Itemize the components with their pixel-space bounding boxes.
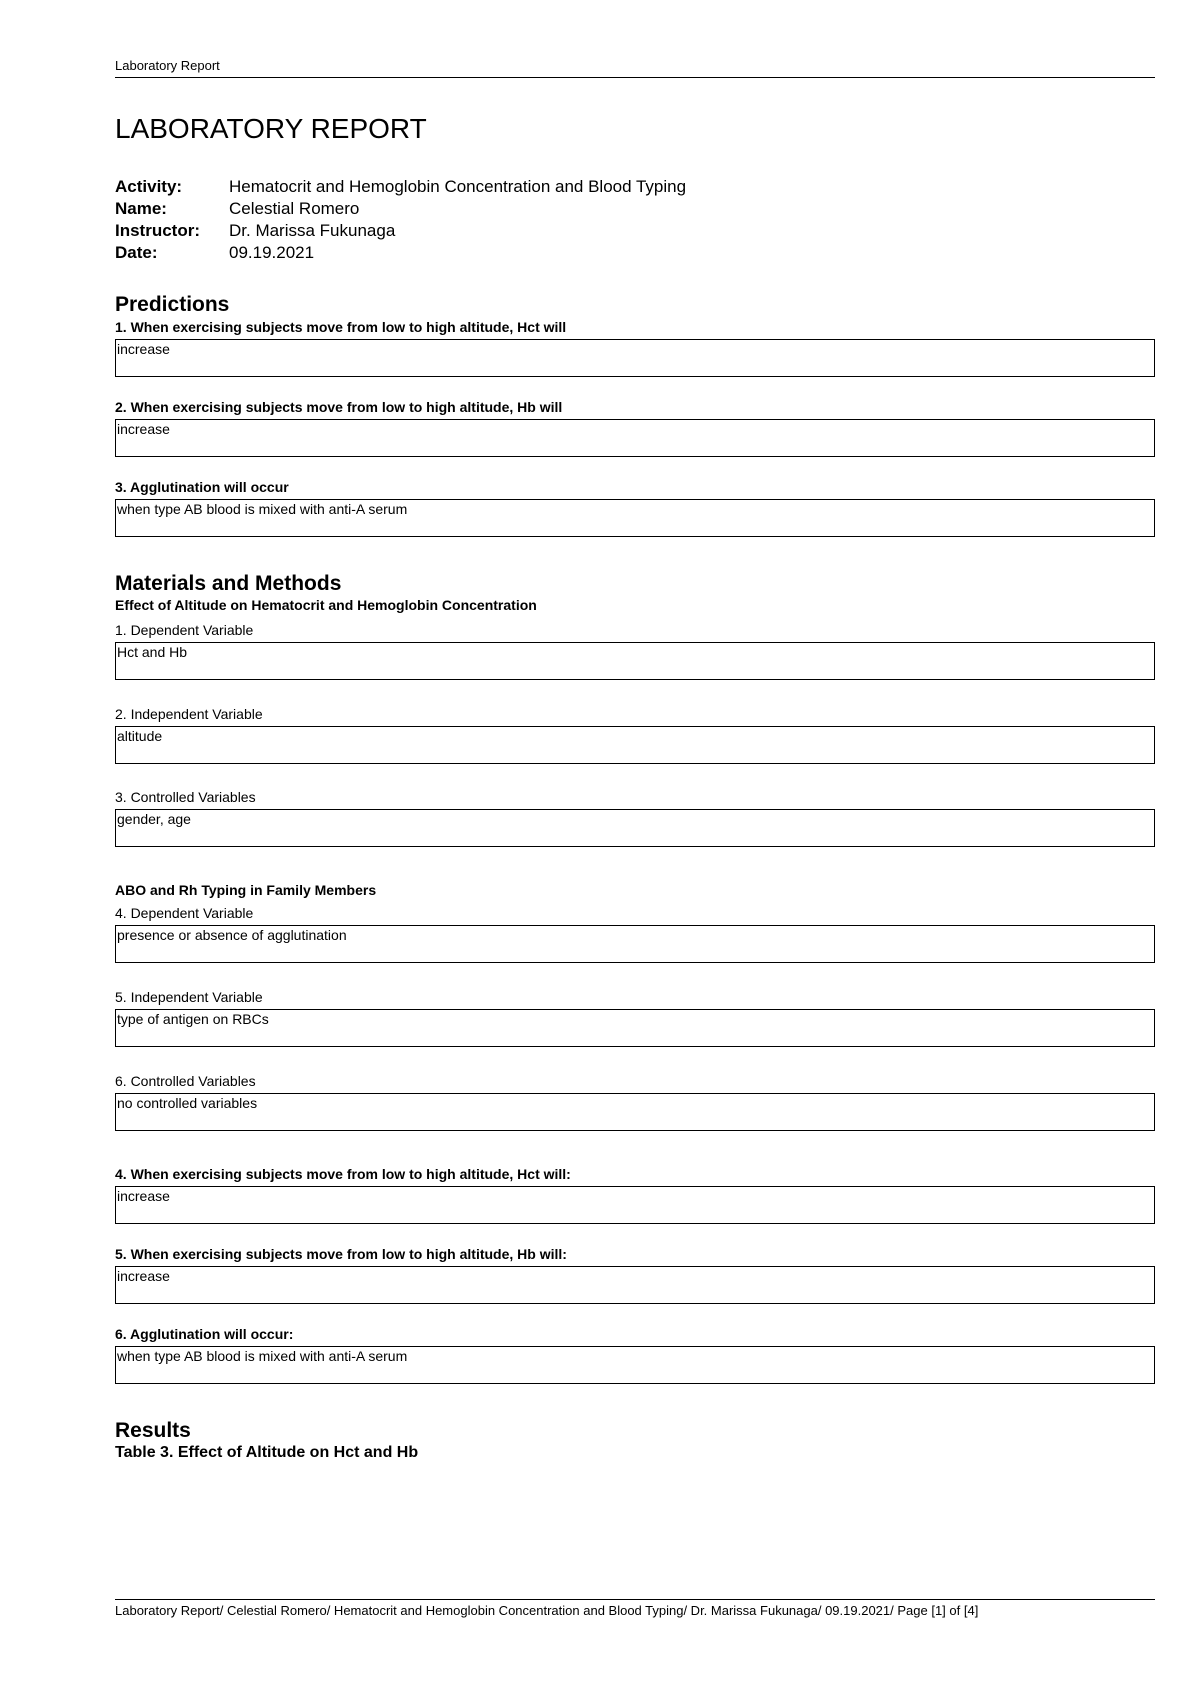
restated-prediction-5 xyxy=(115,1245,1155,1304)
header-rule xyxy=(115,77,1155,78)
results-table-title: Table 3. Effect of Altitude on Hct and Hb xyxy=(115,1444,419,1461)
abo-subheading: ABO and Rh Typing in Family Members xyxy=(115,882,377,898)
restated-answer-field[interactable]: increase xyxy=(115,1186,1155,1224)
restated-answer-field[interactable]: increase xyxy=(115,1266,1155,1304)
meta-value: Celestial Romero xyxy=(229,199,360,218)
materials-heading: Materials and Methods xyxy=(115,572,342,595)
meta-key: Instructor: xyxy=(115,221,200,240)
prediction-question: 3. Agglutination will occur xyxy=(115,479,289,495)
meta-row-activity xyxy=(115,176,686,198)
variable-question: 1. Dependent Variable xyxy=(115,622,254,638)
variable-answer-field[interactable]: type of antigen on RBCs xyxy=(115,1009,1155,1047)
meta-key: Name: xyxy=(115,199,167,218)
meta-row-date xyxy=(115,242,686,264)
restated-prediction-4 xyxy=(115,1165,1155,1224)
prediction-2 xyxy=(115,398,1155,457)
variable-answer-field[interactable]: altitude xyxy=(115,726,1155,764)
results-section xyxy=(115,1419,1155,1463)
meta-key: Date: xyxy=(115,243,158,262)
prediction-question: 1. When exercising subjects move from low to high altitude, Hct will xyxy=(115,319,567,335)
prediction-3 xyxy=(115,478,1155,537)
results-heading: Results xyxy=(115,1419,191,1442)
footer-rule xyxy=(115,1599,1155,1600)
meta-row-instructor xyxy=(115,220,686,242)
document-title: LABORATORY REPORT xyxy=(115,113,427,144)
restated-answer-field[interactable]: when type AB blood is mixed with anti-A serum xyxy=(115,1346,1155,1384)
materials-section xyxy=(115,572,1155,614)
variable-4 xyxy=(115,904,1155,963)
page-footer: Laboratory Report/ Celestial Romero/ Hematocrit and Hemoglobin Concentration and Blood Typing/ Dr. Marissa Fukunaga/ 09.19.2021/ Page [1] of [4] xyxy=(115,1603,979,1618)
variable-answer-field[interactable]: no controlled variables xyxy=(115,1093,1155,1131)
prediction-answer-field[interactable]: increase xyxy=(115,339,1155,377)
predictions-heading: Predictions xyxy=(115,293,230,316)
report-meta xyxy=(115,176,686,264)
variable-answer-field[interactable]: gender, age xyxy=(115,809,1155,847)
variable-question: 3. Controlled Variables xyxy=(115,789,256,805)
meta-value: Dr. Marissa Fukunaga xyxy=(229,221,396,240)
variable-2 xyxy=(115,705,1155,764)
prediction-question: 2. When exercising subjects move from low to high altitude, Hb will xyxy=(115,399,563,415)
prediction-answer-field[interactable]: increase xyxy=(115,419,1155,457)
meta-row-name xyxy=(115,198,686,220)
variable-question: 6. Controlled Variables xyxy=(115,1073,256,1089)
variable-1 xyxy=(115,621,1155,680)
restated-question: 6. Agglutination will occur: xyxy=(115,1326,294,1342)
materials-subheading: Effect of Altitude on Hematocrit and Hemoglobin Concentration xyxy=(115,597,537,613)
restated-question: 5. When exercising subjects move from low to high altitude, Hb will: xyxy=(115,1246,567,1262)
variable-answer-field[interactable]: presence or absence of agglutination xyxy=(115,925,1155,963)
abo-subsection xyxy=(115,881,1155,899)
meta-value: Hematocrit and Hemoglobin Concentration and Blood Typing xyxy=(229,177,687,196)
predictions-section xyxy=(115,293,1155,317)
restated-prediction-6 xyxy=(115,1325,1155,1384)
prediction-1 xyxy=(115,318,1155,377)
meta-key: Activity: xyxy=(115,177,183,196)
restated-question: 4. When exercising subjects move from low to high altitude, Hct will: xyxy=(115,1166,571,1182)
variable-question: 4. Dependent Variable xyxy=(115,905,254,921)
meta-value: 09.19.2021 xyxy=(229,243,315,262)
variable-answer-field[interactable]: Hct and Hb xyxy=(115,642,1155,680)
running-header: Laboratory Report xyxy=(115,58,220,73)
variable-question: 5. Independent Variable xyxy=(115,989,263,1005)
variable-question: 2. Independent Variable xyxy=(115,706,263,722)
variable-5 xyxy=(115,988,1155,1047)
prediction-answer-field[interactable]: when type AB blood is mixed with anti-A serum xyxy=(115,499,1155,537)
variable-3 xyxy=(115,788,1155,847)
variable-6 xyxy=(115,1072,1155,1131)
